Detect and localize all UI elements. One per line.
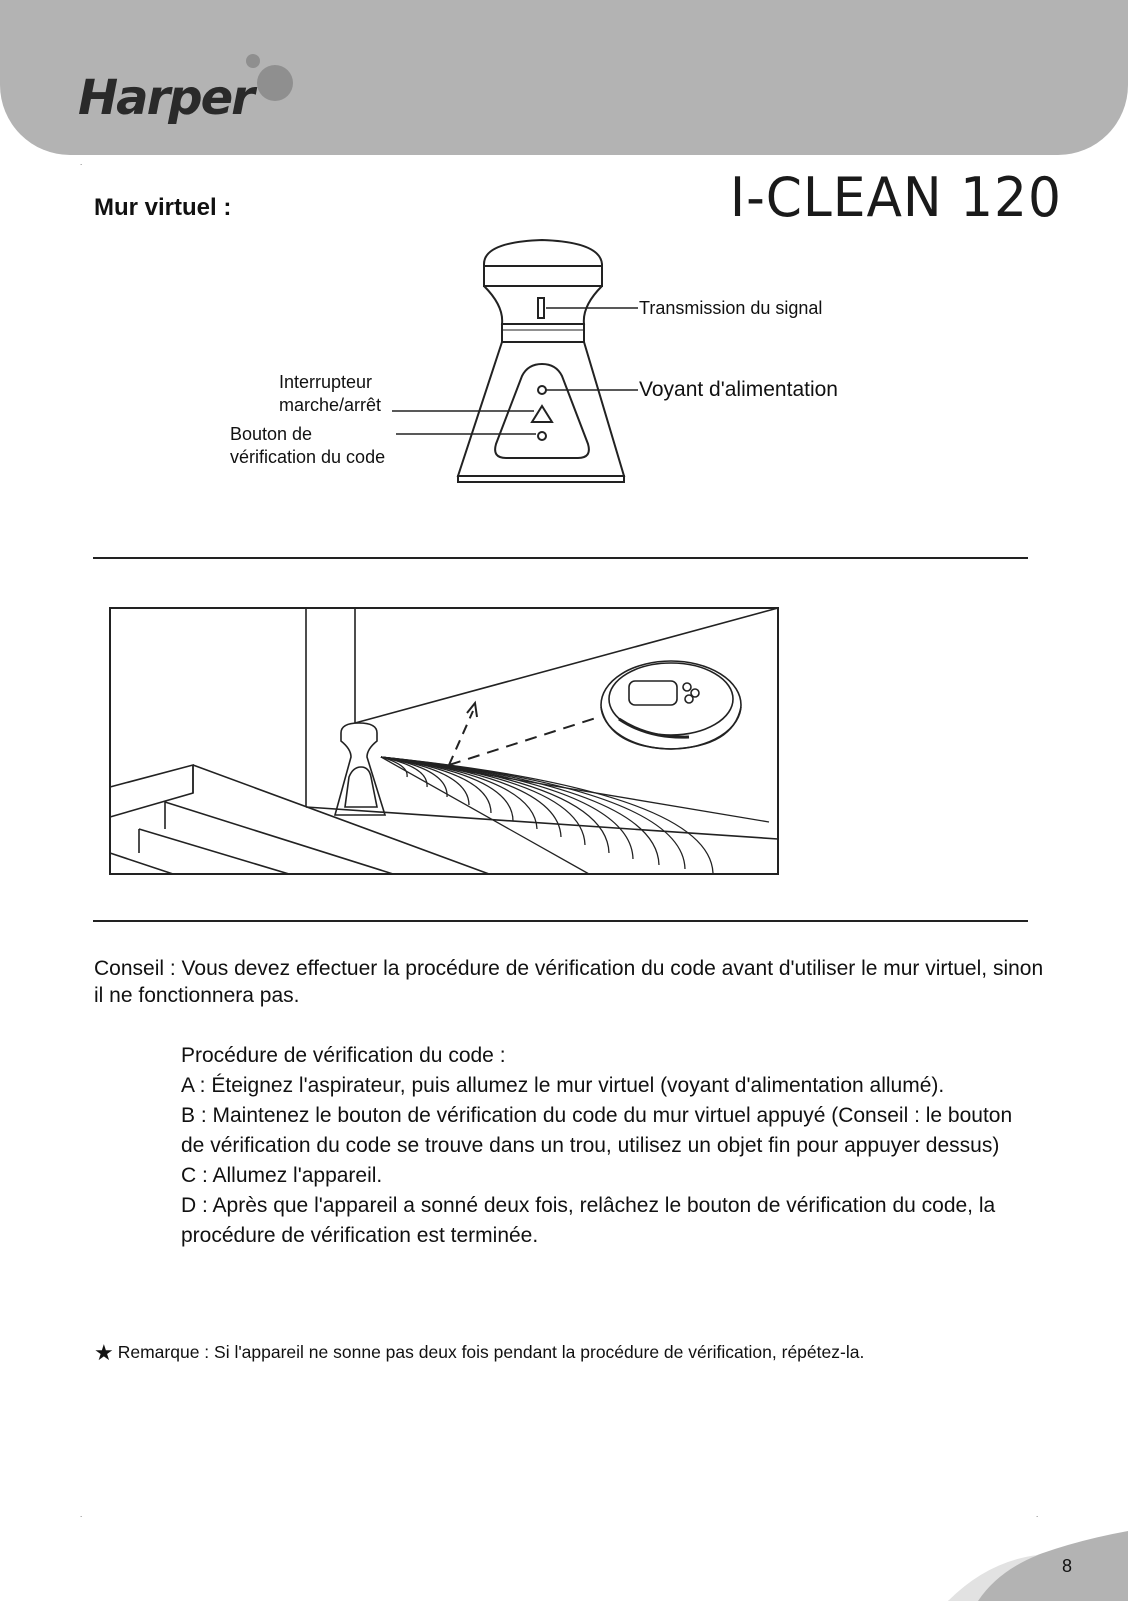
- procedure-step-d: D : Après que l'appareil a sonné deux fois, relâchez le bouton de vérification du code, la procédure de vérification est terminée.: [181, 1194, 996, 1247]
- remark: [94, 1340, 1094, 1366]
- harper-logo: [0, 0, 320, 155]
- procedure-step-b: B : Maintenez le bouton de vérification du code du mur virtuel appuyé (Conseil : le bouton de vérification du code se trouve dans un trou, utilisez un objet fin pour appuyer dessus): [181, 1104, 1013, 1157]
- print-mark: .: [1036, 1510, 1039, 1519]
- print-mark: .: [80, 158, 83, 167]
- signal-window: [538, 298, 544, 318]
- model-title: I-CLEAN 120: [729, 166, 1062, 229]
- conseil-paragraph: Conseil : Vous devez effectuer la procédure de vérification du code avant d'utiliser le mur virtuel, sinon il ne fonctionnera pas.: [94, 957, 1044, 1007]
- page-number: 8: [1061, 1556, 1072, 1576]
- virtual-wall-diagram: [222, 236, 902, 496]
- procedure-title: Procédure de vérification du code :: [181, 1044, 506, 1067]
- procedure-step-a: A : Éteignez l'aspirateur, puis allumez le mur virtuel (voyant d'alimentation allumé).: [181, 1074, 945, 1097]
- device-dome: [484, 240, 602, 286]
- logo-dot-large: [257, 65, 293, 101]
- procedure-block: [181, 1041, 1041, 1251]
- logo-text: Harper: [78, 70, 253, 126]
- label-code-line1: Bouton de: [230, 424, 313, 444]
- logo-dot-small: [246, 54, 260, 68]
- label-power-led: Voyant d'alimentation: [639, 378, 838, 401]
- label-switch-line2: marche/arrêt: [279, 395, 382, 415]
- label-signal: Transmission du signal: [639, 298, 823, 318]
- divider-top: [93, 557, 1028, 559]
- section-title: Mur virtuel :: [94, 194, 232, 221]
- label-code-line2: vérification du code: [230, 447, 386, 467]
- stairs: [110, 765, 193, 817]
- power-switch-icon: [532, 406, 552, 422]
- print-mark: .: [80, 1510, 83, 1519]
- divider-bottom: [93, 920, 1028, 922]
- label-switch-line1: Interrupteur: [279, 372, 373, 392]
- code-button: [538, 432, 546, 440]
- room-scene-illustration: [109, 607, 779, 875]
- procedure-step-c: C : Allumez l'appareil.: [181, 1164, 383, 1187]
- power-led: [538, 386, 546, 394]
- scene-virtual-wall: [335, 723, 385, 815]
- page-corner-curl: [928, 1511, 1128, 1601]
- robot-vacuum: [601, 661, 741, 749]
- remark-text: Remarque : Si l'appareil ne sonne pas deux fois pendant la procédure de vérification, répétez-la.: [117, 1342, 865, 1362]
- star-icon: ★: [94, 1340, 114, 1365]
